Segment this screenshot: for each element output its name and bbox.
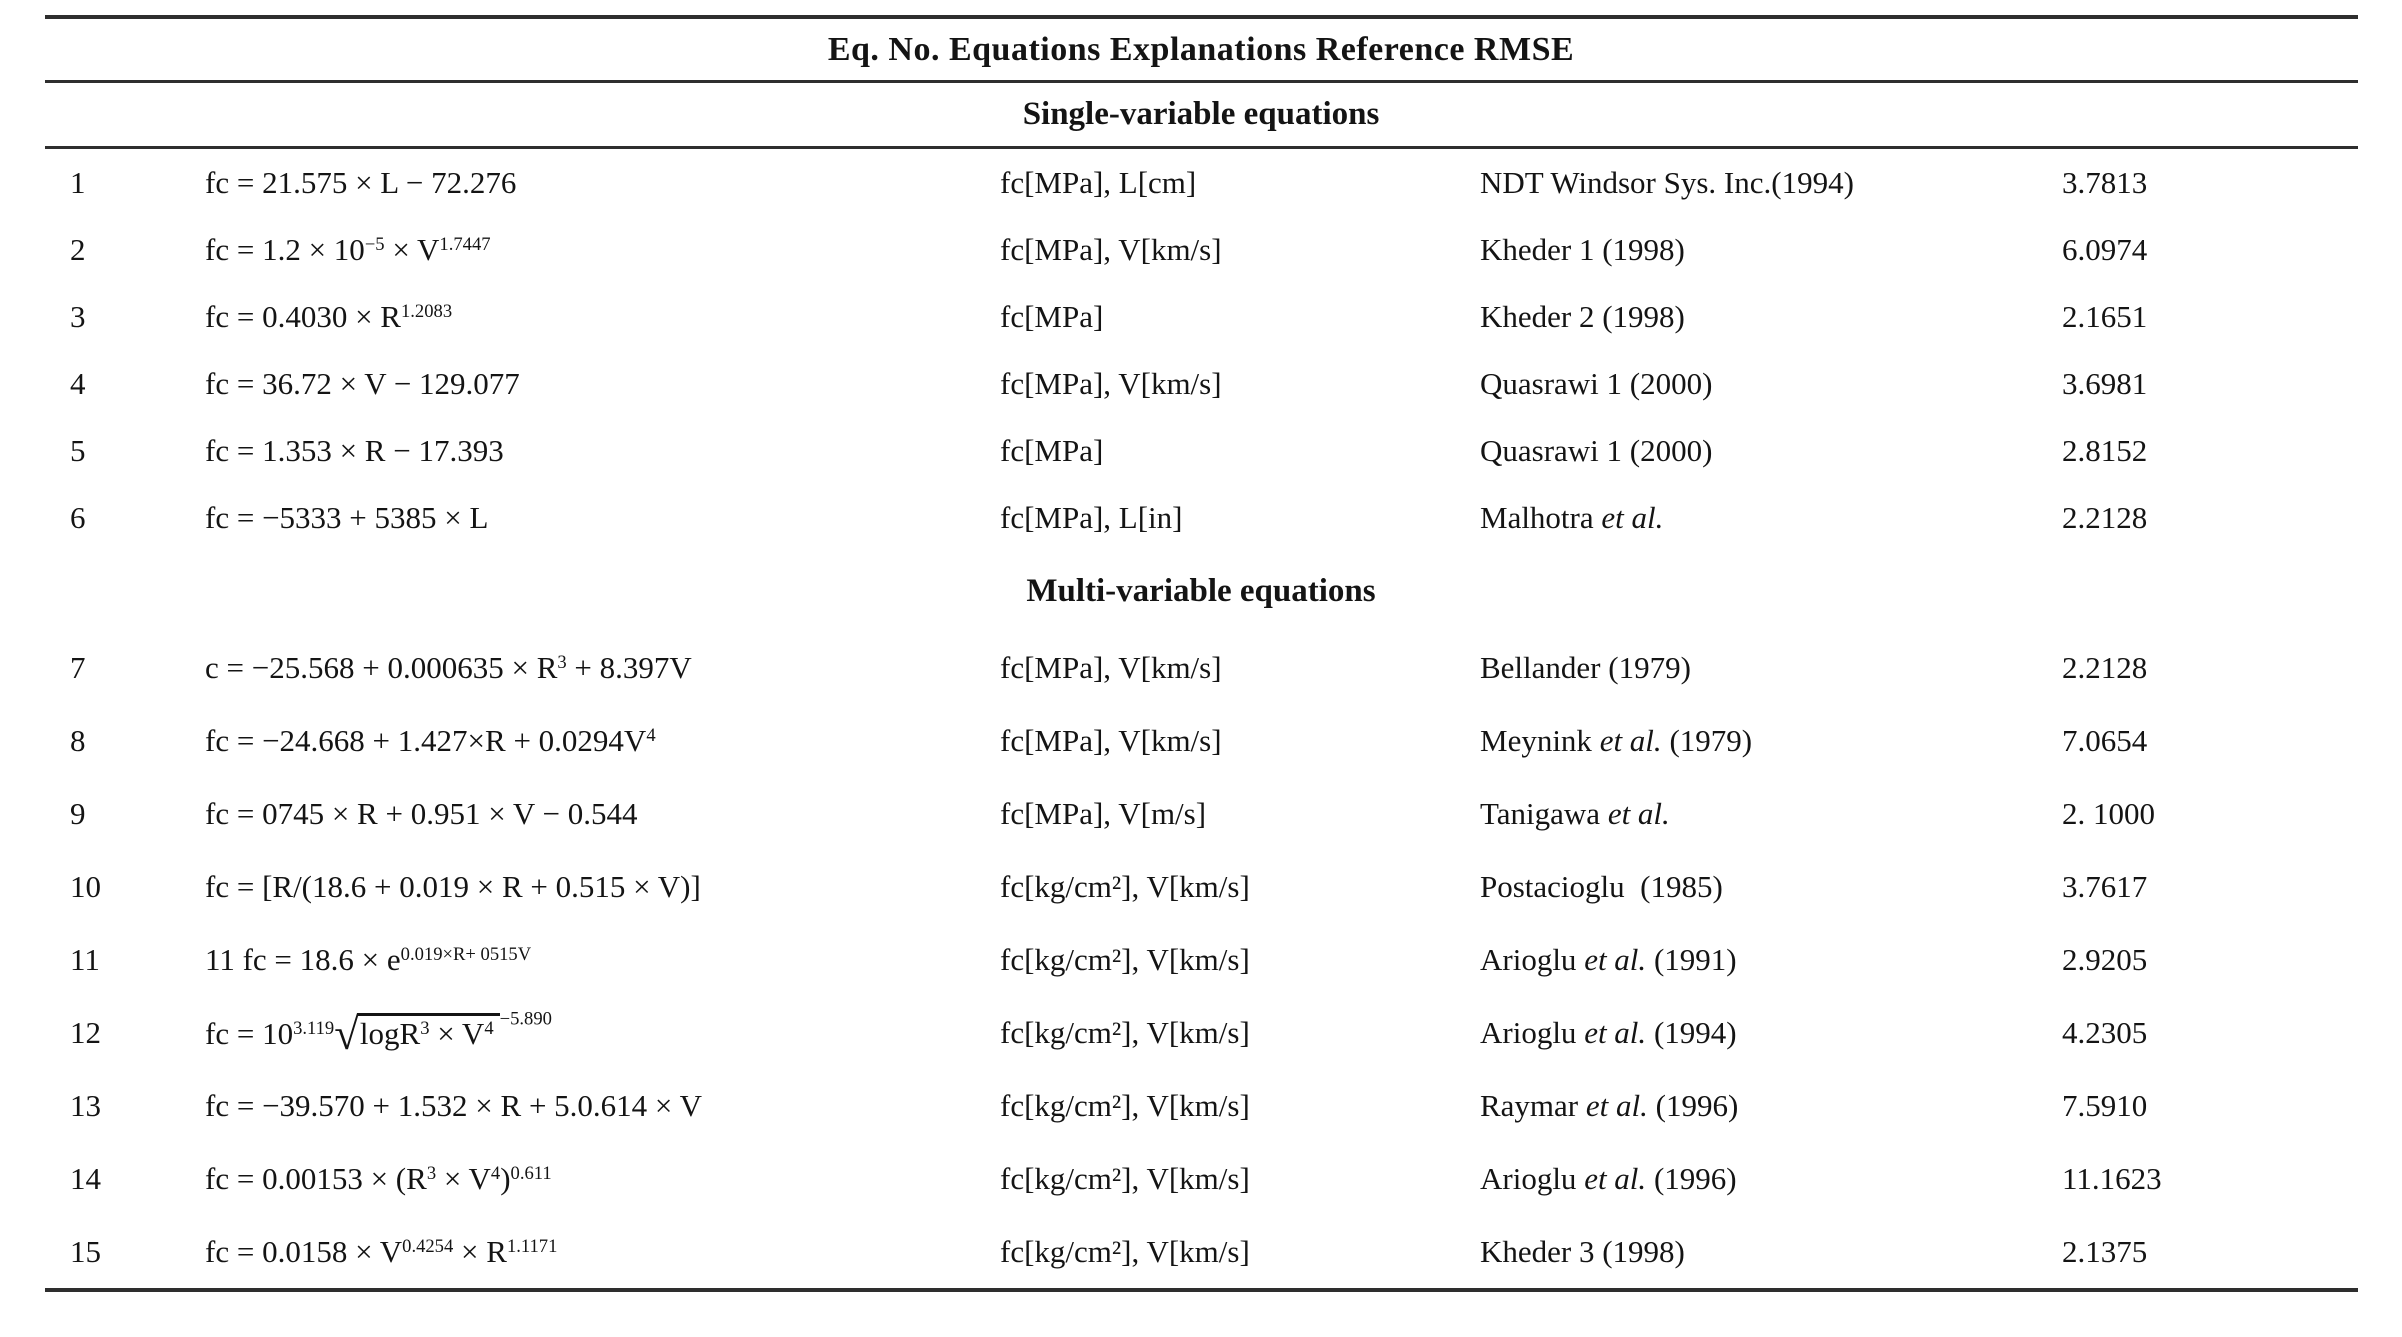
equation-cell: fc = 21.575 × L − 72.276 <box>205 164 517 200</box>
table-row <box>0 631 2402 704</box>
explanation-cell: fc[MPa], V[km/s] <box>1000 231 1222 267</box>
single-variable-rows <box>0 149 2402 551</box>
eq-no-cell: 14 <box>70 1160 101 1196</box>
explanation-cell: fc[MPa], L[in] <box>1000 499 1183 535</box>
equation-cell: fc = $0.4030 \times R^{1.2083}$ <box>205 298 453 334</box>
equation-cell: fc = $0.0158 \times V^{0.4254} \times R^{1.1171}$ <box>205 1233 558 1269</box>
explanation-cell: fc[MPa], L[cm] <box>1000 164 1197 200</box>
explanation-cell: fc[kg/cm²], V[km/s] <box>1000 941 1250 977</box>
eq-no-cell: 10 <box>70 868 101 904</box>
eq-no-cell: 2 <box>70 231 86 267</box>
rmse-cell: 6.0974 <box>2062 231 2148 267</box>
table-header: Eq. No. Equations Explanations Reference RMSE <box>827 30 1575 68</box>
rmse-cell: 3.6981 <box>2062 365 2148 401</box>
rmse-cell: 11.1623 <box>2062 1160 2162 1196</box>
eq-no-cell: 3 <box>70 298 86 334</box>
eq-no-cell: 6 <box>70 499 86 535</box>
table-row <box>0 283 2402 350</box>
reference-cell: Meynink et al. (1979) <box>1480 722 1753 758</box>
table-row <box>0 484 2402 551</box>
equation-cell: 11 fc = $18.6 \times e^{0.019\times R+ 0515V}$ <box>205 941 532 977</box>
reference-cell: Arioglu et al. (1991) <box>1480 941 1737 977</box>
table-row <box>0 704 2402 777</box>
table-row <box>0 1142 2402 1215</box>
equation-cell: fc = [R/(18.6 + 0.019 × R + 0.515 × V)] <box>205 868 701 904</box>
radical-expression: $√\log R^3 \times V^4$ <box>334 1016 499 1051</box>
section-title-multi-variable: Multi-variable equations <box>1026 572 1376 609</box>
equation-cell: $c = -25.568 + 0.000635 \times R^3 + 8.397V$ <box>205 649 692 685</box>
section-title-single-variable: Single-variable equations <box>1022 96 1380 132</box>
reference-cell: Malhotra et al. <box>1480 499 1664 535</box>
eq-no-cell: 4 <box>70 365 86 401</box>
table-row <box>0 350 2402 417</box>
explanation-cell: fc[kg/cm²], V[km/s] <box>1000 1160 1250 1196</box>
table-row <box>0 996 2402 1069</box>
explanation-cell: fc[MPa], V[km/s] <box>1000 365 1222 401</box>
table-row <box>0 216 2402 283</box>
explanation-cell: fc[kg/cm²], V[km/s] <box>1000 868 1250 904</box>
explanation-cell: fc[MPa] <box>1000 432 1104 468</box>
rmse-cell: 3.7617 <box>2062 868 2148 904</box>
explanation-cell: fc[MPa], V[km/s] <box>1000 722 1222 758</box>
rmse-cell: 7.5910 <box>2062 1087 2148 1123</box>
equation-cell: fc = −39.570 + 1.532 × R + 5.0.614 × V <box>205 1087 702 1123</box>
table-row <box>0 923 2402 996</box>
rmse-cell: 2.2128 <box>2062 499 2148 535</box>
reference-cell: Kheder 2 (1998) <box>1480 298 1685 334</box>
table-row <box>0 1069 2402 1142</box>
rmse-cell: 2.8152 <box>2062 432 2148 468</box>
reference-cell: Bellander (1979) <box>1480 649 1691 685</box>
multi-variable-rows <box>0 631 2402 1288</box>
rmse-cell: 4.2305 <box>2062 1014 2148 1050</box>
explanation-cell: fc[kg/cm²], V[km/s] <box>1000 1014 1250 1050</box>
top-margin <box>0 0 2402 15</box>
reference-cell: Tanigawa et al. <box>1480 795 1670 831</box>
reference-cell: Kheder 3 (1998) <box>1480 1233 1685 1269</box>
eq-no-cell: 15 <box>70 1233 101 1269</box>
reference-cell: Kheder 1 (1998) <box>1480 231 1685 267</box>
eq-no-cell: 7 <box>70 649 86 685</box>
explanation-cell: fc[kg/cm²], V[km/s] <box>1000 1087 1250 1123</box>
reference-cell: Postacioglu (1985) <box>1480 868 1723 904</box>
radical-sign-icon: √ <box>334 1009 359 1060</box>
rmse-cell: 7.0654 <box>2062 722 2148 758</box>
table-row <box>0 850 2402 923</box>
eq-no-cell: 9 <box>70 795 86 831</box>
equation-cell: fc = 36.72 × V − 129.077 <box>205 365 520 401</box>
table-row <box>0 149 2402 216</box>
eq-no-cell: 11 <box>70 941 100 977</box>
rmse-cell: 2.1651 <box>2062 298 2148 334</box>
table-row <box>0 1215 2402 1288</box>
table-row <box>0 777 2402 850</box>
equation-cell: fc = $0.00153 \times (R^3 \times V^4)^{0.611}$ <box>205 1160 552 1196</box>
eq-no-cell: 13 <box>70 1087 101 1123</box>
eq-no-cell: 8 <box>70 722 86 758</box>
rmse-cell: 2.1375 <box>2062 1233 2148 1269</box>
eq-no-cell: 1 <box>70 164 86 200</box>
reference-cell: Raymar et al. (1996) <box>1480 1087 1739 1123</box>
table-row <box>0 417 2402 484</box>
equation-cell: fc = −5333 + 5385 × L <box>205 499 489 535</box>
rule-bottom <box>45 1288 2358 1292</box>
equation-cell: fc = $-24.668 + 1.427\times R + 0.0294V^4$ <box>205 722 656 758</box>
eq-no-cell: 5 <box>70 432 86 468</box>
reference-cell: Arioglu et al. (1996) <box>1480 1160 1737 1196</box>
explanation-cell: fc[kg/cm²], V[km/s] <box>1000 1233 1250 1269</box>
rmse-cell: 2. 1000 <box>2062 795 2155 831</box>
equation-cell: fc = $10^{3.119}√\log R^3 \times V^4$ $^{-5.890}$ <box>205 1008 552 1060</box>
reference-cell: Quasrawi 1 (2000) <box>1480 365 1713 401</box>
equation-cell: fc = 0745 × R + 0.951 × V − 0.544 <box>205 795 638 831</box>
rmse-cell: 3.7813 <box>2062 164 2148 200</box>
equation-cell: fc = $1.2 \times 10^{-5} \times V^{1.7447}$ <box>205 231 491 267</box>
reference-cell: Arioglu et al. (1994) <box>1480 1014 1737 1050</box>
explanation-cell: fc[MPa], V[km/s] <box>1000 649 1222 685</box>
eq-no-cell: 12 <box>70 1014 101 1050</box>
rmse-cell: 2.2128 <box>2062 649 2148 685</box>
reference-cell: Quasrawi 1 (2000) <box>1480 432 1713 468</box>
explanation-cell: fc[MPa] <box>1000 298 1104 334</box>
rmse-cell: 2.9205 <box>2062 941 2148 977</box>
equation-cell: fc = 1.353 × R − 17.393 <box>205 432 504 468</box>
reference-cell: NDT Windsor Sys. Inc.(1994) <box>1480 164 1854 200</box>
explanation-cell: fc[MPa], V[m/s] <box>1000 795 1207 831</box>
